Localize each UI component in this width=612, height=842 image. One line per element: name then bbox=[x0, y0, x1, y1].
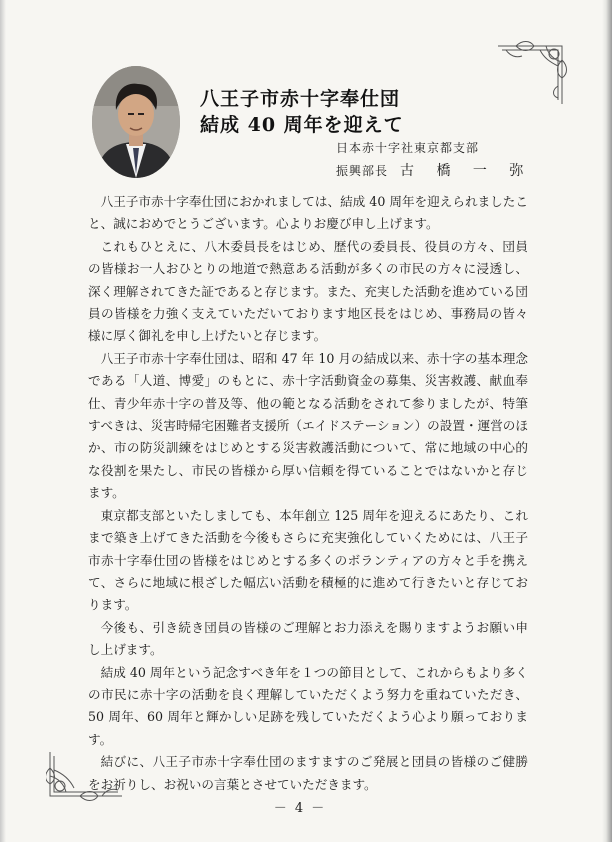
article-title-line-1: 八王子市赤十字奉仕団 bbox=[200, 88, 401, 110]
paragraph-history: 八王子市赤十字奉仕団は、昭和 47 年 10 月の結成以来、赤十字の基本理念である「人道、博愛」のもとに、赤十字活動資金の募集、災害救護、献血奉仕、青少年赤十字の普及等、他の範となる活動をされて参りましたが、特筆すべきは、災害時帰宅困難者支援所（エイドステーション）の設置・運営のほか、市の防災訓練をはじめとする災害救護活動について、常に地域の中心的な役割を果たし、市民の皆様から厚い信頼を得ていることではないかと存じます。 bbox=[88, 350, 528, 501]
article-title bbox=[200, 86, 404, 138]
article-title-line-2: 結成 40 周年を迎えて bbox=[200, 114, 404, 136]
author-byline bbox=[336, 160, 532, 180]
author-portrait-photo bbox=[92, 66, 180, 178]
paragraph-request: 今後も、引き続き団員の皆様のご理解とお力添えを賜りますようお願い申し上げます。 bbox=[88, 619, 528, 658]
paragraph-tokyo-chapter: 東京都支部といたしましても、本年創立 125 周年を迎えるにあたり、これまで築き上げてきた活動を今後もさらに充実強化していくためには、八王子市赤十字奉仕団の皆様をはじめとする多くのボランティアの方々と手を携えて、さらに地域に根ざした幅広い活動を積極的に進めて行きたいと存じております。 bbox=[88, 507, 528, 613]
message-body bbox=[88, 191, 528, 796]
author-role: 振興部長 bbox=[336, 164, 389, 178]
author-name: 古 橋 一 弥 bbox=[400, 163, 533, 179]
paragraph-congratulations: 八王子市赤十字奉仕団におかれましては、結成 40 周年を迎えられましたこと、誠におめでとうございます。心よりお慶び申し上げます。 bbox=[88, 194, 528, 232]
paragraph-milestone: 結成 40 周年という記念すべき年を１つの節目として、これからもより多くの市民に赤十字の活動を良く理解していただくよう努力を重ねていただき、50 周年、60 周年と輝かしい足跡を残していただくよう心より願っております。 bbox=[88, 664, 528, 747]
page-edge-shadow-left bbox=[0, 0, 6, 842]
corner-ornament-top-right bbox=[496, 40, 568, 108]
page-edge-shadow-right bbox=[602, 0, 612, 842]
author-affiliation: 日本赤十字社東京都支部 bbox=[336, 141, 480, 155]
paragraph-closing: 結びに、八王子市赤十字奉仕団のますますのご発展と団員の皆様のご健勝をお祈りし、お祝いの言葉とさせていただきます。 bbox=[88, 754, 528, 792]
page-number: － 4 － bbox=[273, 801, 327, 816]
paragraph-acknowledgements: これもひとえに、八木委員長をはじめ、歴代の委員長、役員の方々、団員の皆様お一人おひとりの地道で熱意ある活動が多くの市民の方々に浸透し、深く理解されてきた証であると存じます。また、充実した活動を進めている団員の皆様を力強く支えていただいております地区長をはじめ、事務局の皆々様に厚く御礼を申し上げたいと存じます。 bbox=[88, 238, 528, 344]
